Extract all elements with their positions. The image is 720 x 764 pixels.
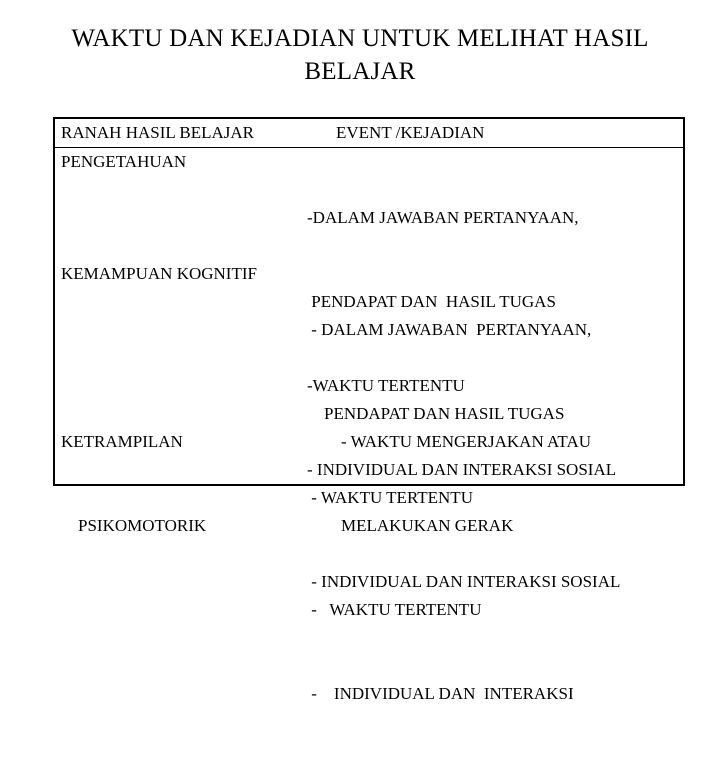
row-1-event-line: - INDIVIDUAL DAN INTERAKSI SOSIAL xyxy=(307,460,617,479)
row-2-event-line: - WAKTU TERTENTU xyxy=(307,488,473,507)
title-line-1: WAKTU DAN KEJADIAN UNTUK MELIHAT HASIL xyxy=(71,25,649,52)
row-1-event-line: -DALAM JAWABAN PERTANYAAN, xyxy=(307,208,579,227)
row-1-domain xyxy=(61,148,186,176)
learning-outcome-table xyxy=(53,117,685,703)
row-2-event-line: - INDIVIDUAL DAN INTERAKSI SOSIAL xyxy=(307,572,621,591)
row-3-event-line: - WAKTU MENGERJAKAN ATAU xyxy=(307,432,592,451)
title-line-2: BELAJAR xyxy=(304,58,416,85)
header-event: EVENT /KEJADIAN xyxy=(336,123,485,142)
row-2-event-line: PENDAPAT DAN HASIL TUGAS xyxy=(307,404,565,423)
row-1-domain-line: PENGETAHUAN xyxy=(61,152,187,171)
row-3-event-line: - INDIVIDUAL DAN INTERAKSI xyxy=(307,684,574,703)
row-2-domain xyxy=(61,260,257,288)
row-2-event-line: - DALAM JAWABAN PERTANYAAN, xyxy=(307,320,592,339)
row-1-event-line: -WAKTU TERTENTU xyxy=(307,376,465,395)
row-2-domain-line: KEMAMPUAN KOGNITIF xyxy=(61,264,257,283)
row-1-event-line: PENDAPAT DAN HASIL TUGAS xyxy=(307,292,556,311)
row-3-domain-line: PSIKOMOTORIK xyxy=(61,516,207,535)
row-3-events xyxy=(307,372,591,764)
row-3-event-line: MELAKUKAN GERAK xyxy=(307,516,514,535)
row-3-domain-line: KETRAMPILAN xyxy=(61,432,183,451)
row-3-event-line: - WAKTU TERTENTU xyxy=(307,600,482,619)
row-3-domain xyxy=(61,372,206,596)
header-domain: RANAH HASIL BELAJAR xyxy=(61,123,254,142)
page-title xyxy=(0,22,720,88)
